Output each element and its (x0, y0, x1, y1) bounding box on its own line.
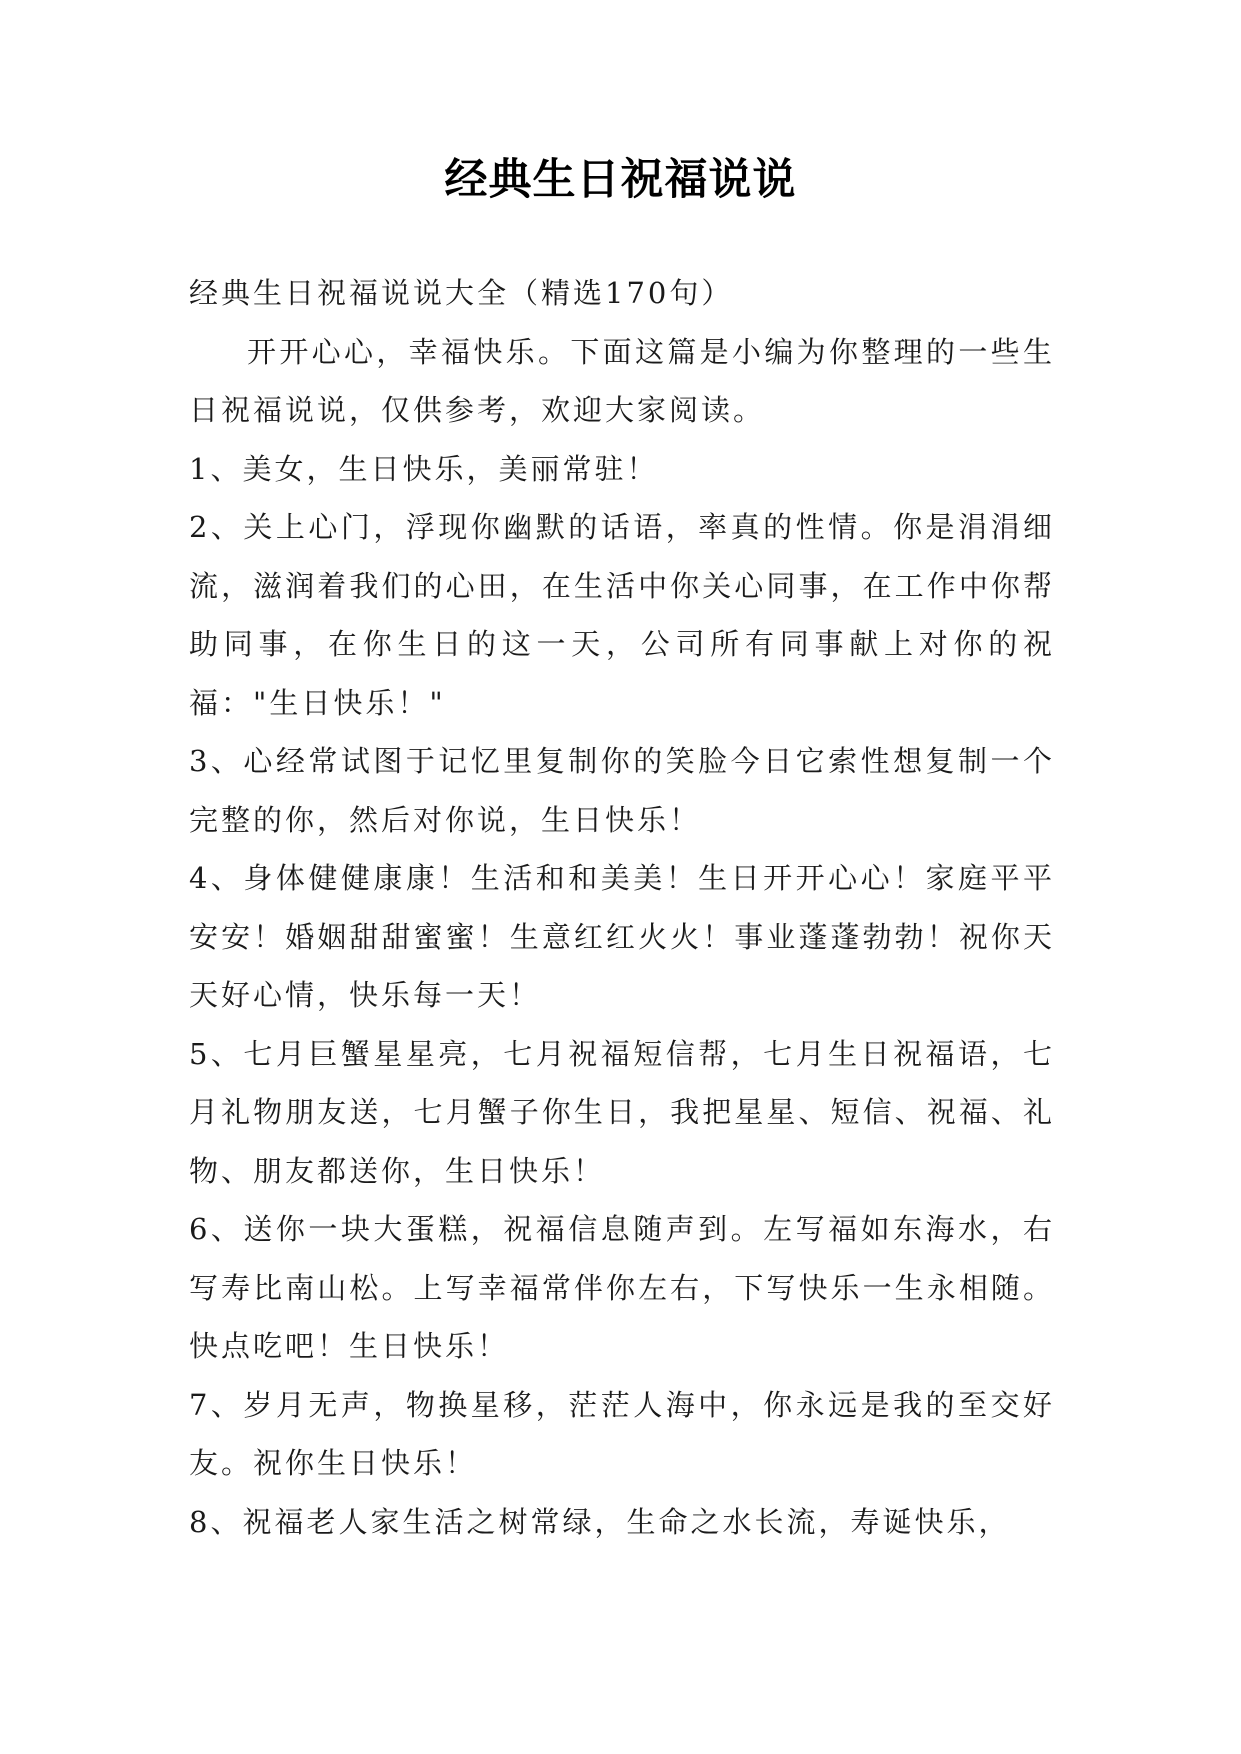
list-item: 8、祝福老人家生活之树常绿，生命之水长流，寿诞快乐， (189, 1504, 1011, 1539)
list-item: 7、岁月无声，物换星移，茫茫人海中，你永远是我的至交好友。祝你生日快乐！ (189, 1387, 1055, 1480)
list-item: 3、心经常试图于记忆里复制你的笑脸今日它索性想复制一个完整的你，然后对你说，生日快乐！ (189, 744, 1055, 837)
list-item: 6、送你一块大蛋糕，祝福信息随声到。左写福如东海水，右写寿比南山松。上写幸福常伴你左右，下写快乐一生永相随。快点吃吧！生日快乐！ (189, 1212, 1055, 1363)
document-subtitle: 经典生日祝福说说大全（精选170句） (189, 276, 734, 310)
list-item: 5、七月巨蟹星星亮，七月祝福短信帮，七月生日祝福语，七月礼物朋友送，七月蟹子你生日，我把星星、短信、祝福、礼物、朋友都送你，生日快乐！ (189, 1036, 1055, 1188)
list-item: 1、美女，生日快乐，美丽常驻！ (189, 451, 659, 486)
document-body (189, 264, 1055, 1551)
document-title: 经典生日祝福说说 (444, 155, 797, 205)
list-item: 2、关上心门，浮现你幽默的话语，率真的性情。你是涓涓细流，滋润着我们的心田，在生活中你关心同事，在工作中你帮助同事，在你生日的这一天，公司所有同事献上对你的祝福："生日快乐！" (189, 510, 1055, 720)
intro-paragraph: 开开心心，幸福快乐。下面这篇是小编为你整理的一些生日祝福说说，仅供参考，欢迎大家阅读。 (189, 334, 1055, 427)
list-item: 4、身体健健康康！生活和和美美！生日开开心心！家庭平平安安！婚姻甜甜蜜蜜！生意红红火火！事业蓬蓬勃勃！祝你天天好心情，快乐每一天！ (189, 861, 1055, 1012)
